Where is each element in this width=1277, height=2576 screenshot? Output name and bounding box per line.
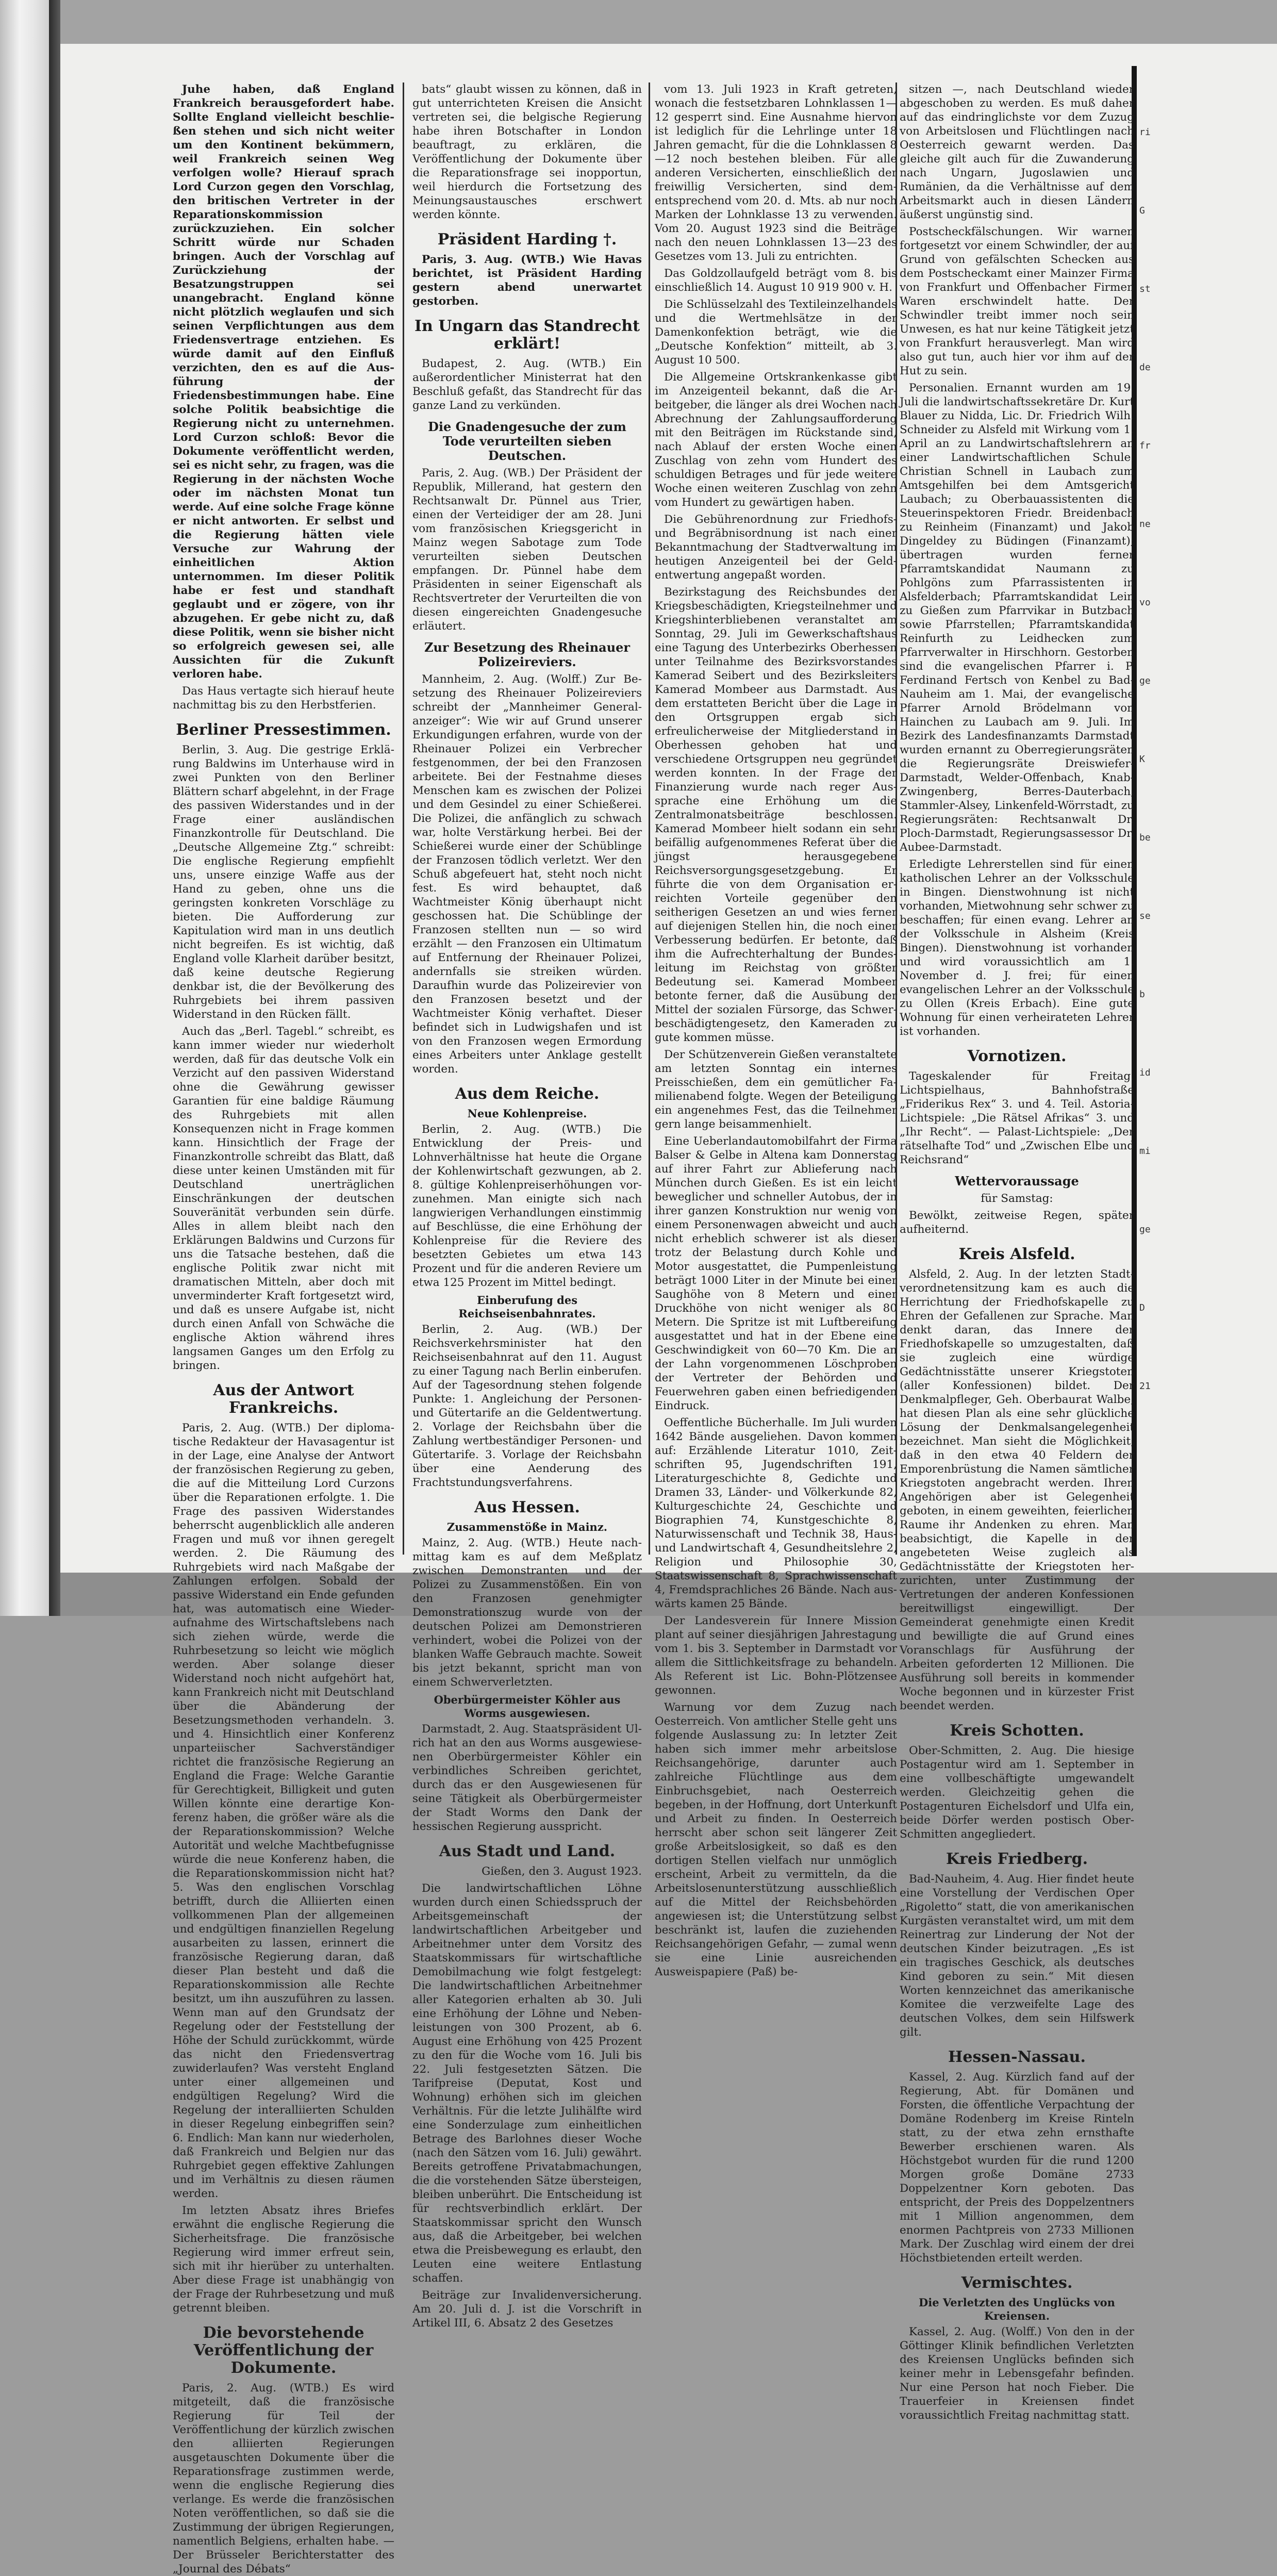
margin-fragment: be: [1139, 832, 1151, 843]
paragraph: Bewölkt, zeitweise Regen, später aufheiternd.: [900, 1209, 1134, 1236]
column-2: [412, 82, 642, 2330]
paragraph: Bad-Nauheim, 4. Aug. Hier findet heute eine Vorstellung der Verdischen Oper „Rigoletto“ statt, die von amerikanischen Kurgästen veranstaltet wird, um mit dem Reinertrag zur Linderung der Not der deutschen Kinder beizutragen. „Es ist ein tragisches Geschick, als deutsches Kind geboren zu sein.“ Mit diesen Worten kennzeichnet das amerikanische Komitee die verzweifelte Lage des deutschen Volkes, dem sein Hilfswerk gilt.: [900, 1873, 1134, 2039]
section-kreis-alsfeld: Kreis Alsfeld.: [958, 1245, 1075, 1263]
section-vermischtes: Vermischtes.: [961, 2274, 1073, 2292]
headline-gnadengesuche: Die Gnadengesuche der zum Tode verurteilten sieben Deutschen.: [428, 419, 626, 463]
paragraph: Warnung vor dem Zuzug nach Oesterreich. Von amtlicher Stelle geht uns folgende Auslassung zu: In letzter Zeit haben sich immer mehr arbeitslose Reichsangehörige, darunter auch zahlreiche Flüchtlinge aus dem Einbruchsgebiet, nach Oesterreich begeben, in der Hoffnung, dort Unterkunft und Arbeit zu finden. In Oesterreich herrscht aber schon seit längerer Zeit große Arbeitslosigkeit, so daß es den dortigen Stellen vielfach nur unmöglich erscheint, Arbeit zu vermitteln, da die Arbeitslosenunterstützung ausschließlich auf die Mittel der Reichsbehörden angewiesen ist; die Unterstützung selbst beschränkt ist, laufen die zuziehenden Reichsangehörigen Gefahr, — zumal wenn sie eine Linie ausreichenden Ausweispapiere (Paß) be-: [655, 1701, 897, 1978]
subhead-kreiensen: Die Verletzten des Unglücks von Kreiensen.: [919, 2296, 1115, 2322]
paragraph: Oeffentliche Bücherhalle. Im Juli wurden 1642 Bände ausgeliehen. Davon kommen auf: Erzählende Literatur 1010, Zeitschriften 95, Jugendschriften 191, Literaturgeschichte 8, Gedichte und Dramen 33, Länder- und Völkerkunde 82, Kulturgeschichte 24, Geschichte und Biographien 74, Kunstgeschichte 8, Naturwissenschaft und Technik 38, Haus- und Landwirtschaft 4, Gesundheitslehre 2, Religion und Philosophie 30, Staatswissenschaft 8, Sprachwissenschaft 4, Fremdsprachliches 26 Bände. Nach auswärts kamen 25 Bände.: [655, 1416, 897, 1610]
section-vornotizen: Vornotizen.: [967, 1047, 1067, 1065]
subhead-reichseisenbahnrat: Einberufung des Reichseisenbahnrates.: [458, 1294, 596, 1320]
margin-fragment: st: [1139, 284, 1151, 294]
paragraph: vom 13. Juli 1923 in Kraft getreten, wonach die festsetzbaren Lohnklassen 1—12 gesperrt sind. Eine Ausnahme hiervon ist lediglich für die Lehrlinge unter 18 Jahren gemacht, für die die Lohnklassen 8—12 noch bestehen bleiben. Für alle anderen Versicherten, einschließlich der freiwillig Versicherten, sind dementsprechend vom 20. d. Mts. ab nur noch Marken der Lohnklasse 13 zu verwenden. Vom 20. August 1923 sind die Beiträge nach den neuen Lohnklassen 13—23 des Gesetzes vom 13. Juli zu entrichten.: [655, 83, 897, 263]
paragraph: Kassel, 2. Aug. Kürzlich fand auf der Regierung, Abt. für Domänen und Forsten, die öffentliche Verpachtung der Domäne Rodenberg im Kreise Rinteln statt, zu der etwa zehn ernsthafte Bewerber erschienen waren. Als Höchstgebot wurden für die rund 1200 Morgen große Domäne 2733 Doppelzentner Korn geboten. Das entspricht, der Preis des Doppelzentners mit 1 Million angenommen, dem enormen Pachtpreis von 2733 Millionen Mark. Der Zuschlag wird einem der drei Höchstbietenden erteilt werden.: [900, 2071, 1134, 2265]
adjacent-page-fragments: [1139, 124, 1155, 1464]
paragraph: Paris, 2. Aug. (WTB.) Der diplomatische Redakteur der Havasagentur ist in der Lage, eine Analyse der Antwort der französischen Regierung zu geben, die auf die Mitteilung Lord Curzons über die Reparationen erfolgte. 1. Die Frage des passiven Widerstandes beherrscht augenblicklich alle anderen Fragen und muß vor ihnen geregelt werden. 2. Die Räumung des Ruhrgebiets wird nach Maßgabe der Zahlungen erfolgen. Sobald der passive Widerstand ein Ende gefunden hat, was automatisch eine Wiederaufnahme des Wirtschaftslebens nach sich ziehen würde, werde die Ruhrbesetzung so leicht wie möglich werden. Aber solange dieser Widerstand noch nicht aufgehört hat, kann Frankreich nicht mit Deutschland über die Abänderung der Besetzungsmethoden verhandeln. 3. und 4. Hinsichtlich einer Konferenz unparteiischer Sachverständiger richtet die französische Regierung an England die Frage: Welche Garantie für Gerechtigkeit, Billigkeit und guten Willen könnte eine derartige Konferenz haben, die größer wäre als die der Reparationskommission? Welche Autorität und welche Machtbefugnisse würde die neue Konferenz haben, die die Reparationskommission nicht hat? 5. Was den englischen Vorschlag betrifft, durch die Alliierten einen vollkommenen Plan der allgemeinen und endgültigen finanziellen Regelung ausarbeiten zu lassen, erinnert die französische Regierung daran, daß dieser Plan besteht und daß die Reparationskommission alle Rechte besitzt, um ihn auszuführen zu lassen. Wenn man auf den Grundsatz der Regelung oder der Feststellung der Höhe der Schuld zurückkommt, würde das nicht den Friedensvertrag zuwiderlaufen? Was versteht England unter einer allgemeinen und endgültigen Regelung? Wird die Regelung der interalliierten Schulden in dieser Regelung einbegriffen sein? 6. Endlich: Man kann nur wiederholen, daß Frankreich und Belgien nur das Ruhrgebiet gegen effektive Zahlungen und im Verhältnis zu diesen räumen werden.: [173, 1422, 394, 2200]
margin-fragment: ne: [1139, 519, 1151, 530]
column-3: [655, 82, 897, 1978]
headline-harding: Präsident Harding †.: [437, 230, 617, 249]
margin-fragment: ge: [1139, 675, 1151, 686]
margin-fragment: ri: [1139, 127, 1151, 138]
paragraph: Im letzten Absatz ihres Briefes erwähnt die englische Regierung die Sicherheitsfrage. Die französische Regierung wird immer erfreut sein, sich mit ihr hierüber zu unterhalten. Aber diese Frage ist unabhängig von der Frage der Ruhrbesetzung und muß getrennt bleiben.: [173, 2204, 394, 2315]
paragraph: sitzen —, nach Deutschland wieder abgeschoben zu werden. Es muß daher auf das eindringlichste vor dem Zuzug von Arbeitslosen und Flüchtlingen nach Oesterreich gewarnt werden. Das gleiche gilt auch für die Zuwanderung nach Ungarn, Jugoslawien und Rumänien, da die Verhältnisse auf dem Arbeitsmarkt auch in diesen Ländern äußerst ungünstig sind.: [900, 83, 1134, 221]
section-hessen-nassau: Hessen-Nassau.: [948, 2048, 1086, 2066]
article-continuation: Juhe haben, daß England Frankreich berausgefordert habe. Sollte England vielleicht beschließen stehen und sich nicht weiter um den Kontinent bekümmern, weil Frankreich seinen Weg verfolgen wolle? Hierauf sprach Lord Curzon gegen den Vorschlag, den britischen Vertreter in der Reparationskommission zurückzuziehen. Ein solcher Schritt würde nur Schaden bringen. Auch der Vorschlag auf Zurückziehung der Besatzungstruppen sei unangebracht. England könne nicht plötzlich weglaufen und sich seinen Verpflichtungen aus dem Friedensvertrage entziehen. Es würde damit auf den Einfluß verzichten, den es auf die Ausführung der Friedensbestimmungen habe. Eine solche Politik beabsichtige die Regierung nicht zu unternehmen. Lord Curzon schloß: Bevor die Dokumente veröffentlicht werden, sei es nicht sehr, zu fragen, was die Regierung in der nächsten Woche oder im nächsten Monat tun werde. Auf eine solche Frage könne er nicht antworten. Er selbst und die Regierung hätten viele Versuche zur Wahrung der einheitlichen Aktion unternommen. Im dieser Politik habe er fest und standhaft geglaubt und er zögere, von ihr abzugehen. Er gebe nicht zu, daß diese Politik, wenn sie bisher nicht so erfolgreich gewesen sei, alle Aussichten für die Zukunft verloren habe.: [173, 83, 394, 681]
article-continuation: bats“ glaubt wissen zu können, daß in gut unterrichteten Kreisen die Ansicht vertreten sei, die belgische Regierung habe ihren Botschafter in London beauftragt, zu erklären, die Veröffentlichung der Dokumente über die Reparationsfrage sei inopportun, weil hierdurch die Fortsetzung des Meinungsaustausches erschwert werden könnte.: [412, 83, 642, 221]
paragraph: Mannheim, 2. Aug. (Wolff.) Zur Besetzung des Rheinauer Polizeireviers schreibt der „Mannheimer Generalanzeiger“: Wie wir auf Grund unserer Erkundigungen erfahren, wurde von der Rheinauer Polizei ein Verbrecher festgenommen, der bei den Franzosen arbeitete. Bei der Festnahme dieses Menschen kam es zwischen der Polizei und dem Gesindel zu einer Schießerei. Die Polizei, die anfänglich zu schwach war, holte Verstärkung herbei. Bei der Schießerei wurde einer der Schüblinge der Franzosen tödlich verletzt. Wer den Schuß abgefeuert hat, steht noch nicht fest. Es wird behauptet, daß Wachtmeister König überhaupt nicht geschossen hat. Die Schüblinge der Franzosen stellten nun — so wird erzählt — den Franzosen ein Ultimatum auf Entfernung der Rheinauer Polizei, andernfalls sie streiken würden. Daraufhin wurde das Polizeirevier von den Franzosen besetzt und der Wachtmeister König verhaftet. Dieser befindet sich in Ludwigshafen und ist von den Franzosen wegen Ermordung eines Arbeiters unter Anklage gestellt worden.: [412, 673, 642, 1076]
column-rule: [403, 82, 404, 1555]
subhead-kohlenpreise: Neue Kohlenpreise.: [467, 1107, 587, 1120]
paragraph: Der Landesverein für Innere Mission plant auf seiner diesjährigen Jahrestagung vom 1. bis 3. September in Darmstadt vor allem die Sittlichkeitsfrage zu behandeln. Als Referent ist Lic. Bohn-Plötzensee gewonnen.: [655, 1614, 897, 1697]
paragraph: Die Schlüsselzahl des Textileinzelhandels und die Wertmehlsätze in der Damenkonfektion beträgt, wie die „Deutsche Konfektion“ mitteilt, ab 3. August 10 500.: [655, 298, 897, 367]
paragraph: Ober-Schmitten, 2. Aug. Die hiesige Postagentur wird am 1. September in eine vollbeschäftigte umgewandelt werden. Gleichzeitig gehen die Postagenturen Eichelsdorf und Ulfa ein, beide Dörfer werden postisch OberSchmitten angegliedert.: [900, 1744, 1134, 1841]
margin-fragment: se: [1139, 911, 1151, 921]
headline-dokumente: Die bevorstehende Veröffentlichung der Dokumente.: [193, 2324, 374, 2377]
paragraph: Berlin, 2. Aug. (WB.) Der Reichsverkehrsminister hat den Reichseisenbahnrat auf den 11. August zu einer Tagung nach Berlin einberufen. Auf der Tagesordnung stehen folgende Punkte: 1. Angleichung der Personen- und Gütertarife an die Geldentwertung. 2. Vorlage der Reichsbahn über die Zahlung wertbeständiger Personen- und Gütertarife. 3. Vorlage der Reichsbahn über eine Aenderung des Frachtstundungsverfahrens.: [412, 1323, 642, 1489]
headline-ungarn: In Ungarn das Standrecht erklärt!: [414, 317, 640, 353]
section-kreis-schotten: Kreis Schotten.: [950, 1722, 1084, 1740]
paragraph: Mainz, 2. Aug. (WTB.) Heute nachmittag kam es auf dem Meßplatz zwischen Demonstranten und der Polizei zu Zusammenstößen. Ein von den Franzosen genehmigter Demonstrationszug wurde von der deutschen Polizei am Demonstrieren verhindert, wobei die Polizei von der blanken Waffe Gebrauch machte. Soweit bis jetzt bekannt, spricht man von einem Schwerverletzten.: [412, 1537, 642, 1689]
headline-rheinau: Zur Besetzung des Rheinauer Polizeireviers.: [424, 640, 631, 669]
margin-fragment: b: [1139, 989, 1145, 1000]
paragraph: Kassel, 2. Aug. (Wolff.) Von den in der Göttinger Klinik befindlichen Verletzten des Kreiensen Unglücks befinden sich keiner mehr in Lebensgefahr befinden. Nur eine Person hat noch Fieber. Die Trauerfeier in Kreiensen findet voraussichtlich Freitag nachmittag statt.: [900, 2325, 1134, 2422]
paragraph: Das Goldzollaufgeld beträgt vom 8. bis einschließlich 14. August 10 919 900 v. H.: [655, 267, 897, 294]
paragraph: Die Allgemeine Ortskrankenkasse gibt im Anzeigenteil bekannt, daß die Arbeitgeber, die länger als drei Wochen nach Abrechnung der Zahlungsaufforderung mit den Beiträgen im Rückstande sind, nach Ablauf der ersten Woche einen Zuschlag von zehn vom Hundert des schuldigen Betrages und für jede weitere Woche einen weiteren Zuschlag von zehn vom Hundert zu gewärtigen haben.: [655, 371, 897, 509]
margin-fragment: vo: [1139, 597, 1151, 608]
margin-fragment: ge: [1139, 1224, 1151, 1235]
paragraph: Bezirkstagung des Reichsbundes der Kriegsbeschädigten, Kriegsteilnehmer und Kriegshinterbliebenen veranstaltet am Sonntag, 29. Juli im Gewerkschaftshaus eine Tagung des Unterbezirks Oberhessen unter Teilnahme des Bezirksvorstandes Kamerad Seibert und des Bezirksleiters Kamerad Mombeer aus Darmstadt. Aus dem erstatteten Bericht über die Lage in den Ortsgruppen ergab sich erfreulicherweise der Mitgliederstand in Oberhessen gehoben hat und verschiedene Ortsgruppen neu gegründet werden konnten. In der Frage der Finanzierung wurde nach reger Aussprache eine Erhöhung um die Zentralmonatsbeiträge beschlossen. Kamerad Mombeer hielt sodann ein sehr beifällig aufgenommenes Referat über die jüngst herausgegebene Reichsversorgungsgesetzgebung. Er führte die von dem Organisation erreichten Vorteile gegenüber den seitherigen Gesetzen an und wies ferner auf diejenigen Stellen hin, die noch einer Verbesserung bedürfen. Er betonte, daß ihm die Aufrechterhaltung der Bundesleitung im Reichstag von größter Bedeutung sei. Kamerad Mombeer betonte ferner, daß die Ausübung der Mittel der sozialen Fürsorge, das Schwerbeschädigtengesetz, den Kameraden zu gute kommen müsse.: [655, 586, 897, 1044]
margin-fragment: id: [1139, 1067, 1151, 1078]
subhead-worms: Oberbürgermeister Köhler aus Worms ausgewiesen.: [434, 1693, 621, 1720]
headline-antwort: Aus der Antwort Frankreichs.: [213, 1381, 354, 1417]
subhead-wetter: für Samstag:: [981, 1192, 1053, 1205]
margin-fragment: de: [1139, 362, 1151, 373]
paragraph: Budapest, 2. Aug. (WTB.) Ein außerordentlicher Ministerrat hat den Beschluß gefaßt, das Standrecht für das ganze Land zu verkünden.: [412, 357, 642, 412]
margin-fragment: mi: [1139, 1146, 1151, 1157]
paragraph: Darmstadt, 2. Aug. Staatspräsident Ulrich hat an den aus Worms ausgewiesenen Oberbürgermeister Köhler ein verbindliches Schreiben gerichtet, durch das er den Ausgewiesenen für seine Tätigkeit als Oberbürgermeister der Stadt Worms den Dank der hessischen Regierung ausspricht.: [412, 1723, 642, 1833]
paragraph: Auch das „Berl. Tagebl.“ schreibt, es kann immer wieder nur wiederholt werden, daß für das deutsche Volk ein Verzicht auf den passiven Widerstand ohne die Gewährung gewisser Garantien für eine baldige Räumung des Ruhrgebiets mit allen Konsequenzen nicht in Frage kommen kann. Hinsichtlich der Frage der Finanzkontrolle schreibt das Blatt, daß diese unter keinen Umständen mit für Deutschland unerträglichen Einschränkungen der deutschen Souveränität verbunden sein dürfe. Alles in allem bleibt nach den Erklärungen Baldwins und Curzons für uns die Tatsache bestehen, daß die englische Politik zwar nicht mit dramatischen Mitteln, aber doch mit unverminderter Kraft fortgesetzt wird, und daß es unsere Aufgabe ist, nicht durch einen Anfall von Schwäche die englische Aktion während ihres langsamen Ganges um den Erfolg zu bringen.: [173, 1025, 394, 1372]
book-binding: [0, 0, 49, 1616]
paragraph: Eine Ueberlandautomobilfahrt der Firma Balser & Gelbe in Altena kam Donnerstag auf ihrer Fahrt zur Ablieferung nach München durch Gießen. Es ist ein leicht beweglicher und schneller Autobus, der in ihrer ganzen Konstruktion nur wenig von einem Personenwagen abweicht und auch nicht erheblich schwerer ist als dieser trotz der Belastung durch Kohle und Motor ausgestattet, die Pumpenleistung beträgt 1000 Liter in der Minute bei einer Saughöhe von 8 Metern und einer Druckhöhe von nicht weniger als 80 Metern. Die Spritze ist mit Luftbereifung ausgestattet und hat in der Ebene eine Geschwindigkeit von 60—70 Km. Die an der Lahn vorgenommenen Löschproben der Vertreter der Behörden und Feuerwehren gaben einen befriedigenden Eindruck.: [655, 1135, 897, 1412]
section-kreis-friedberg: Kreis Friedberg.: [946, 1850, 1088, 1868]
section-aus-dem-reiche: Aus dem Reiche.: [455, 1085, 600, 1103]
paragraph: Paris, 2. Aug. (WTB.) Es wird mitgeteilt, daß die französische Regierung für Teil der Veröffentlichung der kürzlich zwischen den alliierten Regierungen ausgetauschten Dokumente über die Reparationsfrage zustimmen werde, wenn die englische Regierung dies verlange. Es werde die französischen Noten veröffentlichen, so daß sie die Zustimmung der übrigen Regierungen, namentlich Belgiens, erhalten habe. — Der Brüsseler Berichterstatter des „Journal des Débats“: [173, 2382, 394, 2575]
column-1: [173, 82, 394, 2575]
margin-fragment: 21: [1139, 1381, 1151, 1392]
paragraph: Das Haus vertagte sich hierauf heute nachmittag bis zu den Herbstferien.: [173, 685, 394, 712]
paragraph: Postscheckfälschungen. Wir warnen fortgesetzt vor einem Schwindler, der auf Grund von gefälschten Schecken aus dem Postscheckamt einer Mainzer Firma von Frankfurt und Offenbacher Firmen Waren erschwindelt hatte. Der Schwindler treibt immer noch sein Unwesen, es hat nur keine Tätigkeit jetzt von Frankfurt herausverlegt. Man wird also gut tun, auch hier vor ihm auf der Hut zu sein.: [900, 225, 1134, 377]
headline-wettervoraussage: Wettervoraussage: [955, 1174, 1079, 1188]
binding-shadow: [49, 0, 60, 1616]
paragraph: Paris, 2. Aug. (WB.) Der Präsident der Republik, Millerand, hat gestern den Rechtsanwalt Dr. Pünnel aus Trier, einen der Verteidiger der am 28. Juni vom französischen Kriegsgericht in Mainz wegen Sabotage zum Tode verurteilten sieben Deutschen empfangen. Dr. Pünnel habe dem Präsidenten in seiner Eigenschaft als Rechtsvertreter der Verurteilten die von diesen eingereichten Gnadengesuche erläutert.: [412, 467, 642, 633]
scan-top-border: [60, 0, 1277, 44]
margin-fragment: fr: [1139, 440, 1151, 451]
subhead-mainz: Zusammenstöße in Mainz.: [446, 1521, 608, 1533]
margin-fragment: D: [1139, 1302, 1145, 1313]
paragraph: Der Schützenverein Gießen veranstaltete am letzten Sonntag ein internes Preisschießen, dem ein gemütlicher Familienabend folgte. Wegen der Beteiligung ein angenehmes Fest, das die Teilnehmer gern lange beisammenhielt.: [655, 1048, 897, 1131]
headline-berliner: Berliner Pressestimmen.: [176, 721, 391, 739]
paragraph: Personalien. Ernannt wurden am 19. Juli die landwirtschaftssekretäre Dr. Kurt Blauer zu Nidda, Lic. Dr. Friedrich Wilh. Schneider zu Alsfeld mit Wirkung vom 1. April an zu Landwirtschaftslehrern an einer Landwirtschaftlichen Schule. Christian Schnell in Laubach zum Amtsgehilfen bei dem Amtsgericht Laubach; zu Oberbauassistenten die Steuerinspektoren Friedr. Breidenbach zu Reinheim (Finanzamt) und Jakob Dingeldey zu Büdingen (Finanzamt); übertragen wurden ferner Pfarramtskandidat Naumann zu Pohlgöns zum Pfarrassistenten in Alsfelderbach; Pfarramtskandidat Lein zu Gießen zum Pfarrvikar in Butzbach sowie Pfarrstellen; Pfarramtskandidat Reinfurth zu Leidhecken zum Pfarrverwalter in Hirschhorn. Gestorben sind die evangelischen Pfarrer i. P. Ferdinand Fertsch von Kenbel zu Bad-Nauheim am 1. Mai, der evangelische Pfarrer Arnold Brödelmann von Hainchen zu Laubach am 9. Juli. Im Bezirk des Landesfinanzamts Darmstadt wurden ernannt zu Oberregierungsräten die Regierungsräte Dreiswiefer-Darmstadt, Welder-Offenbach, Knab-Zwingenberg, Berres-Dauterbach, Stammler-Alsey, Linkenfeld-Wörrstadt, zu Regierungsräten: Rechtsanwalt Dr. Ploch-Darmstadt, Regierungsassessor Dr. Aubee-Darmstadt.: [900, 382, 1134, 854]
margin-fragment: K: [1139, 754, 1145, 765]
paragraph: Paris, 3. Aug. (WTB.) Wie Havas berichtet, ist Präsident Harding gestern abend unerwartet gestorben.: [412, 253, 642, 308]
margin-fragment: G: [1139, 205, 1145, 216]
paragraph: Beiträge zur Invalidenversicherung. Am 20. Juli d. J. ist die Vorschrift in Artikel III, 6. Absatz 2 des Gesetzes: [412, 2289, 642, 2330]
column-rule: [649, 82, 650, 1555]
dateline: Gießen, den 3. August 1923.: [482, 1865, 642, 1878]
column-4: [900, 82, 1134, 2422]
paragraph: Berlin, 2. Aug. (WTB.) Die Entwicklung der Preis- und Lohnverhältnisse hat heute die Organe der Kohlenwirtschaft gezwungen, ab 2. 8. gültige Kohlenpreiserhöhungen vorzunehmen. Man einigte sich nach langwierigen Verhandlungen einstimmig auf Beschlüsse, die eine Erhöhung der Kohlenpreise für die Reviere des besetzten Gebietes um etwa 143 Prozent und für die anderen Reviere um etwa 125 Prozent im Mittel bedingt.: [412, 1123, 642, 1289]
paragraph: Die Gebührenordnung zur Friedhofs- und Begräbnisordnung ist nach einer Bekanntmachung der Stadtverwaltung im heutigen Anzeigenteil bei der Geldentwertung angepaßt worden.: [655, 513, 897, 582]
paragraph: Die landwirtschaftlichen Löhne wurden durch einen Schiedsspruch der Arbeitsgemeinschaft der landwirtschaftlichen Arbeitgeber und Arbeitnehmer unter dem Vorsitz des Staatskommissars für wirtschaftliche Demobilmachung wie folgt festgelegt: Die landwirtschaftlichen Arbeitnehmer aller Kategorien erhalten ab 30. Juli eine Erhöhung der Löhne und Nebenleistungen von 300 Prozent, ab 6. August eine Erhöhung von 425 Prozent zu den für die Woche vom 16. Juli bis 22. Juli festgesetzten Sätzen. Die Tarifpreise (Deputat, Kost und Wohnung) erhöhen sich im gleichen Verhältnis. Für die letzte Julihälfte wird eine Sonderzulage zum einheitlichen Betrage des Barlohnes dieser Woche (nach den Sätzen vom 16. Juli) gewährt. Bereits getroffene Privatabmachungen, die die vorstehenden Sätze übersteigen, bleiben unberührt. Die Entscheidung ist für rechtsverbindlich erklärt. Der Staatskommissar spricht den Wunsch aus, daß die Arbeitgeber, bei welchen etwa die Preisbewegung es erlaubt, den Leuten eine weitere Entlastung schaffen.: [412, 1882, 642, 2285]
paragraph: Tageskalender für Freitag. Lichtspielhaus, Bahnhofstraße „Friderikus Rex“ 3. und 4. Teil. Astoria-Lichtspiele: „Die Rätsel Afrikas“ 3. und „Ihr Recht“. — Palast-Lichtspiele: „Der rätselhafte Tod“ und „Zwischen Elbe und Reichsrand“: [900, 1070, 1134, 1166]
section-stadt-und-land: Aus Stadt und Land.: [439, 1842, 616, 1860]
paragraph: Alsfeld, 2. Aug. In der letzten Stadtverordnetensitzung kam es auch die Herrichtung der Friedhofskapelle zu Ehren der Gefallenen zur Sprache. Man denkt daran, das Innere der Friedhofskapelle so umzugestalten, daß sie zugleich eine würdige Gedächtnisstätte unserer Kriegstoten (aller Konfessionen) bildet. Der Denkmalpfleger, Geh. Oberbaurat Walbe, hat diesen Plan als eine sehr glückliche Lösung der Denkmalsangelegenheit bezeichnet. Man sieht die Möglichkeit, daß in den etwa 40 Feldern der Emporenbrüstung die Namen sämtlicher Kriegstoten angebracht werden. Ihren Angehörigen aber ist Gelegenheit geboten, in einem geweihten, feierlichen Raume ihr Andenken zu ehren. Man beabsichtigt, die Kapelle in der angebeteten Weise zugleich als Gedächtnisstätte der Kriegstoten herzurichten, unter Zustimmung der Vertretungen der anderen Konfessionen bereitwilligst eingewilligt. Der Gemeinderat genehmigte einen Kredit und bewilligte die auf Grund eines Voranschlags für Ausführung der Arbeiten geforderten 12 Millionen. Die Ausführung soll bereits in kommender Woche begonnen und in kürzester Frist beendet werden.: [900, 1268, 1134, 1712]
section-aus-hessen: Aus Hessen.: [474, 1498, 580, 1516]
paragraph: Berlin, 3. Aug. Die gestrige Erklärung Baldwins im Unterhause wird in zwei Punkten von den Berliner Blättern scharf abgelehnt, in der Frage des passiven Widerstandes und in der Frage einer ausländischen Finanzkontrolle für Deutschland. Die „Deutsche Allgemeine Ztg.“ schreibt: Die englische Regierung empfiehlt uns, unsere einzige Waffe aus der Hand zu geben, ohne uns die geringsten konkreten Vorschläge zu bieten. Die Aufforderung zur Kapitulation wird man in uns deutlich nicht begreifen. Es ist wichtig, daß England volle Klarheit darüber besitzt, daß keine deutsche Regierung denkbar ist, die der Bevölkerung des Ruhrgebiets bei ihrem passiven Widerstand in den Rücken fällt.: [173, 744, 394, 1021]
paragraph: Erledigte Lehrerstellen sind für einen katholischen Lehrer an der Volksschule in Bingen. Dienstwohnung ist nicht vorhanden, Mietwohnung sehr schwer zu beschaffen; für einen evang. Lehrer an der Volksschule in Alsheim (Kreis Bingen). Dienstwohnung ist vorhanden und wird voraussichtlich am 1. November d. J. frei; für einen evangelischen Lehrer an der Volksschule zu Ollen (Kreis Erbach). Eine gute Wohnung für einen verheirateten Lehrer ist vorhanden.: [900, 858, 1134, 1038]
